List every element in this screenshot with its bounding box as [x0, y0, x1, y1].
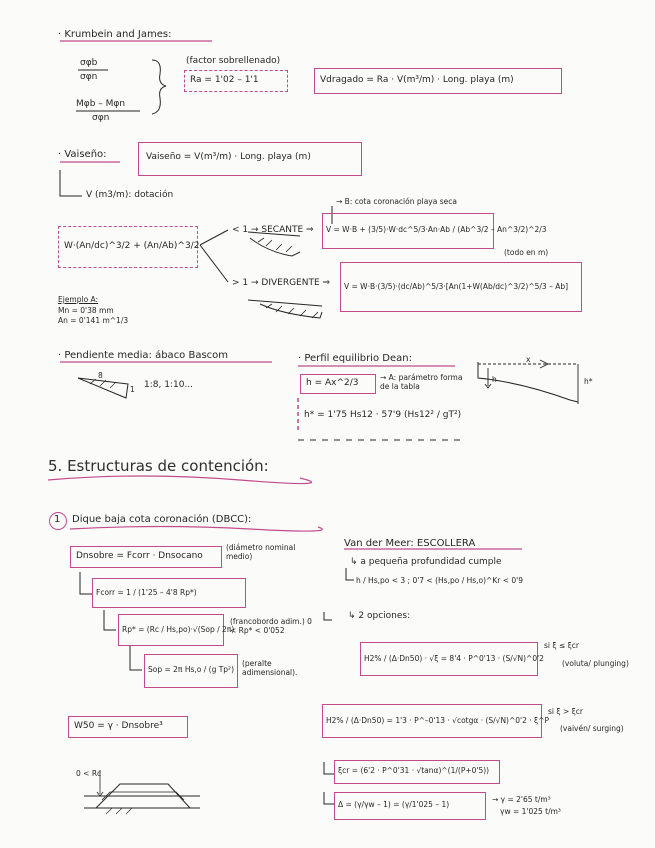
fraction-1-num: σφb	[80, 58, 98, 68]
vdm-f2-formula: H2% / (Δ·Dn50) = 1'3 · P^–0'13 · √cotgα · (S/√N)^0'2 · ξ^P	[326, 716, 550, 725]
vdm-c1: si ξ ≤ ξcr	[544, 641, 579, 650]
fcorr-formula: Fcorr = 1 / (1'25 – 4'8 Rp*)	[96, 588, 197, 597]
triangle-side-label: 1	[130, 385, 135, 394]
slopes-text: 1:8, 1:10...	[144, 380, 193, 390]
fraction-2-num: Mφb – Mφn	[76, 99, 126, 109]
gammaw-value: γw = 1'025 t/m³	[500, 807, 561, 816]
curly-brace	[152, 60, 166, 114]
title-underline-5	[48, 476, 311, 484]
factor-note: (factor sobrellenado)	[186, 56, 281, 66]
section-title-vandermeer: Van der Meer: ESCOLLERA	[344, 538, 476, 549]
dotacion-note: V (m3/m): dotación	[86, 190, 174, 200]
fork-lines	[200, 230, 228, 282]
fraction-1-den: σφn	[80, 72, 98, 82]
rc-label: 0 < Rc	[76, 769, 102, 778]
subsection-title-dbcc: Dique baja cota coronación (DBCC):	[72, 514, 252, 525]
v1-formula: V = W·B + (3/5)·W·dc^5/3·An·Ab / (Ab^3/2 – An^3/2)^2/3	[326, 225, 547, 234]
sop-note: (peralte adimensional).	[242, 659, 298, 677]
slope-triangle	[78, 378, 128, 398]
vdm-c2: si ξ > ξcr	[548, 707, 583, 716]
fraction-2-den: σφn	[92, 113, 110, 123]
vdm-f1-formula: H2% / (Δ·Dn50) · √ξ = 8'4 · P^0'13 · (S/√N)^0'2	[364, 654, 544, 663]
vdm-c1-note: (voluta/ plunging)	[562, 659, 629, 668]
vdm-condition: ↳ a pequeña profundidad cumple	[350, 557, 502, 567]
rp-note: (francobordo adim.) 0 < Rp* < 0'052	[230, 617, 312, 635]
vdm-c2-note: (vaivén/ surging)	[560, 724, 624, 733]
vdm-inequality: h / Hs,po < 3 ; 0'7 < (Hs,po / Hs,o)^Kr < 0'9	[356, 576, 523, 585]
section-title-krumbein: · Krumbein and James:	[58, 29, 172, 40]
triangle-top-label: 8	[98, 371, 103, 380]
section-title-dean: · Perfil equilibrio Dean:	[298, 353, 412, 364]
section-title-estructuras: 5. Estructuras de contención:	[48, 457, 269, 475]
dean-h-formula: h = Ax^2/3	[306, 378, 359, 388]
b-note: → B: cota coronación playa seca	[336, 197, 457, 206]
dean-fig-h: h	[492, 375, 497, 384]
example-label: Ejemplo A:	[58, 295, 99, 304]
example-mn: Mn = 0'38 mm	[58, 306, 114, 315]
dean-a-note: → A: parámetro forma de la tabla	[380, 373, 463, 391]
ratio-formula: W·(An/dc)^3/2 + (An/Ab)^3/2	[64, 241, 200, 251]
subsection-number: 1	[54, 514, 61, 525]
title-underline-6	[70, 527, 322, 532]
dnsobre-formula: Dnsobre = Fcorr · Dnsocano	[76, 551, 203, 561]
todo-note: (todo en m)	[504, 248, 549, 257]
vaiseno-formula: Vaiseño = V(m³/m) · Long. playa (m)	[146, 152, 311, 162]
example-an: An = 0'141 m^1/3	[58, 316, 129, 325]
gamma-value: → γ = 2'65 t/m³	[492, 795, 551, 804]
divergente-label: > 1 → DIVERGENTE ⇒	[232, 278, 331, 288]
section-title-bascom: · Pendiente media: ábaco Bascom	[58, 350, 229, 361]
vdm-options: ↳ 2 opciones:	[348, 611, 411, 621]
dean-fig-x: x	[526, 355, 531, 364]
secante-label: < 1 → SECANTE ⇒	[232, 225, 314, 235]
w50-formula: W50 = γ · Dnsobre³	[74, 721, 163, 731]
dean-hstar-formula: h* = 1'75 Hs12 · 57'9 (Hs12² / gT²)	[304, 410, 462, 420]
xicr-formula: ξcr = (6'2 · P^0'31 · √tanα)^(1/(P+0'5))	[338, 766, 490, 775]
sop-formula: Sop = 2π Hs,o / (g Tp²)	[148, 665, 234, 674]
delta-formula: Δ = (γ/γw – 1) = (γ/1'025 – 1)	[338, 800, 450, 809]
vdragado-formula: Vdragado = Ra · V(m³/m) · Long. playa (m)	[320, 75, 514, 85]
v2-formula: V = W·B·(3/5)·(dc/Ab)^5/3·[An(1+W(Ab/dc)^3/2)^5/3 – Ab]	[344, 282, 569, 291]
ra-formula: Ra = 1'02 – 1'1	[190, 75, 259, 85]
section-title-vaiseno: · Vaiseño:	[58, 149, 107, 160]
rp-formula: Rp* = (Rc / Hs,po)·√(Sop / 2π)	[122, 625, 235, 634]
dnsobre-note: (diámetro nominal medio)	[226, 543, 296, 561]
dean-fig-hstar: h*	[584, 377, 593, 386]
